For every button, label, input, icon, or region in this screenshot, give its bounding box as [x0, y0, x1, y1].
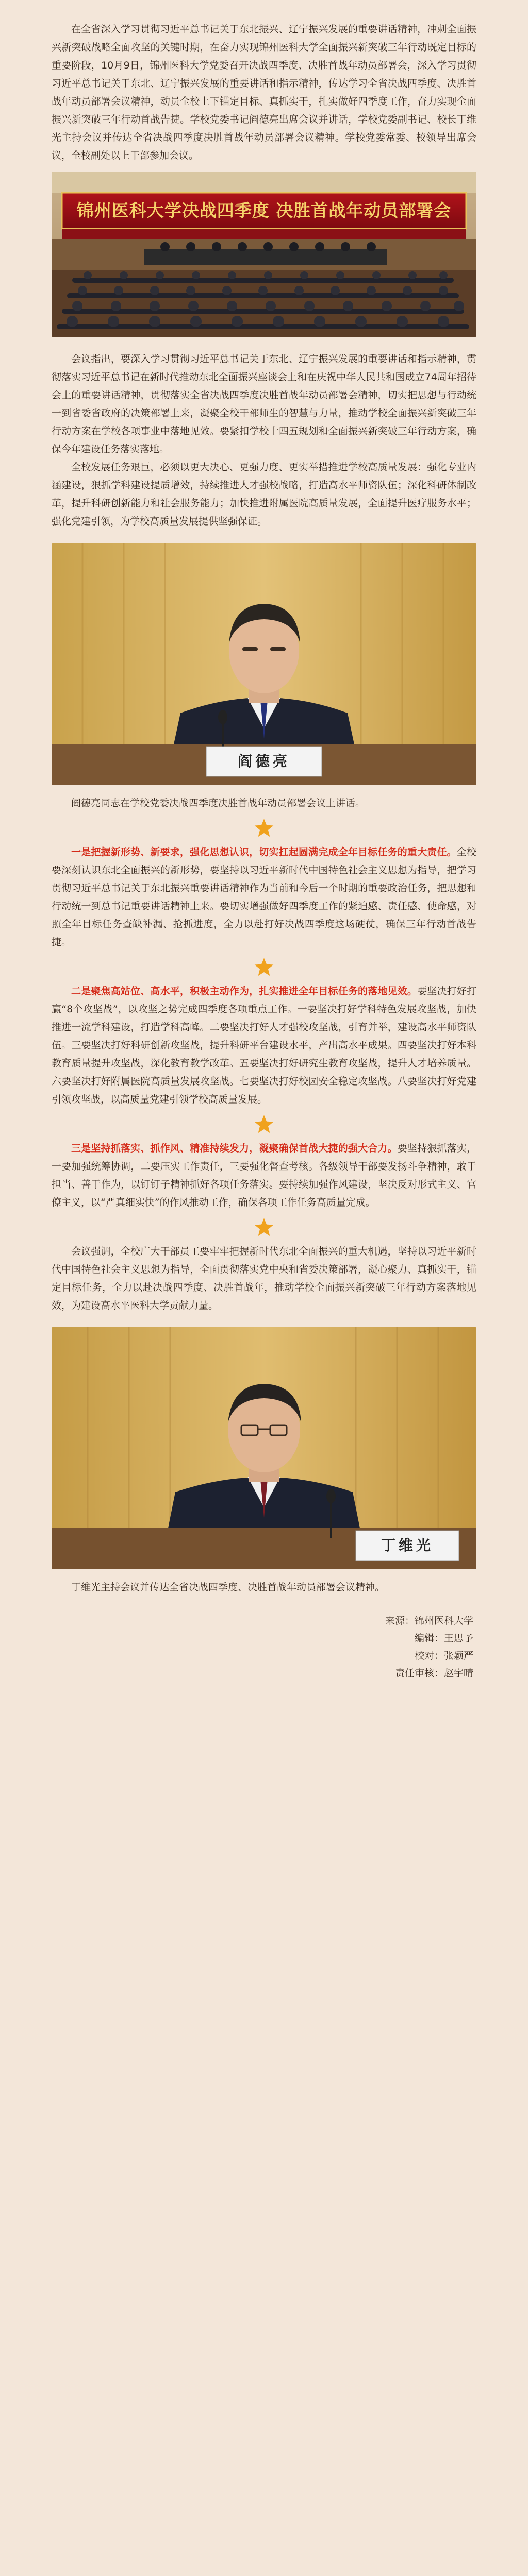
section-2-paragraph — [52, 982, 476, 1109]
footer-editor: 编辑：王思予 — [414, 1633, 473, 1644]
intro-paragraph-2: 会议指出，要深入学习贯彻习近平总书记关于东北、辽宁振兴发展的重要讲话和指示精神，贯彻落实习近平总书记在新时代推动东北全面振兴座谈会上和在庆祝中华人民共和国成立74周年招待会上的重要讲话精神，贯彻落实全省决战四季度决胜首战年动员部署会精神，切实把思想与行动统一到省委省政府的决策部署上来，凝聚全校干部师生的智慧与力量，推动学校全面振兴新突破三年行动方案在学校各项事业中落地见效。要紧扣学校十四五规划和全面振兴新突破三年行动方案，确保今年建设任务落实落地。 — [52, 353, 476, 455]
footer-proofreader: 校对：张颖严 — [414, 1650, 473, 1662]
star-divider-1 — [52, 812, 476, 843]
speaker-2-photo — [52, 1327, 476, 1569]
star-icon — [254, 1217, 274, 1238]
star-divider-4 — [52, 1212, 476, 1243]
speaker-2-caption: 丁维光主持会议并传达全省决战四季度、决胜首战年动员部署会议精神。 — [71, 1582, 385, 1593]
star-icon — [254, 818, 274, 838]
footer-reviewer: 责任审核：赵宇晴 — [394, 1668, 473, 1679]
star-icon — [254, 957, 274, 977]
speaker-1-caption: 阎德亮同志在学校党委决战四季度决胜首战年动员部署会议上讲话。 — [71, 798, 366, 809]
meeting-hall-photo — [52, 172, 476, 337]
meeting-banner-text: 锦州医科大学决战四季度 决胜首战年动员部署会 — [76, 200, 452, 221]
section-1-lead: 一是把握新形势、新要求，强化思想认识，切实扛起圆满完成全年目标任务的重大责任。 — [71, 846, 457, 858]
star-divider-3 — [52, 1109, 476, 1140]
section-2-lead: 二是聚焦高站位、高水平，积极主动作为，扎实推进全年目标任务的落地见效。 — [71, 986, 418, 997]
speaker-1-nameplate: 阎德亮 — [237, 753, 290, 770]
intro-paragraph-1: 在全省深入学习贯彻习近平总书记关于东北振兴、辽宁振兴发展的重要讲话精神，冲刺全面振兴新突破战略全面攻坚的关键时期，在奋力实现锦州医科大学全面振兴新突破三年行动既定目标的重要阶段，10月9日，锦州医科大学党委召开决战四季度、决胜首战年动员部署会，深入学习贯彻习近平总书记关于东北、辽宁振兴发展的重要讲话和指示精神，传达学习全省决战四季度、决胜首战年动员部署会议精神，动员全校上下锚定目标、真抓实干，扎实做好四季度工作，奋力实现全面振兴新突破三年行动首战告捷。学校党委书记阎德亮出席会议并讲话，学校党委副书记、校长丁维光主持会议并传达全省决战四季度决胜首战年动员部署会议精神。学校党委常委、校领导出席会议，全校副处以上干部参加会议。 — [52, 24, 476, 161]
section-1-body: 全校要深刻认识东北全面振兴的新形势，要坚持以习近平新时代中国特色社会主义思想为指导，把学习贯彻习近平总书记关于东北振兴重要讲话精神作为当前和今后一个时期的重要政治任务，把思想和行动统一到总书记重要讲话精神上来。要切实增强做好四季度工作的紧迫感、责任感、使命感，对照全年目标任务查缺补漏、抢抓进度，全力以赴打好决战四季度这场硬仗，确保三年行动首战告捷。 — [52, 846, 476, 948]
article-footer — [52, 1612, 476, 1682]
section-3-paragraph — [52, 1140, 476, 1212]
intro-paragraph-3: 全校发展任务艰巨，必须以更大决心、更强力度、更实举措推进学校高质量发展：强化专业内涵建设，狠抓学科建设提质增效，持续推进人才强校战略，打造高水平师资队伍；深化科研体制改革，提升科研创新能力和社会服务能力；加快推进附属医院高质量发展，全面提升医疗服务水平；强化党建引领，为学校高质量发展提供坚强保证。 — [52, 462, 476, 527]
article-column — [52, 21, 476, 1682]
meeting-hall-illustration — [52, 172, 476, 337]
speaker-1-photo — [52, 543, 476, 785]
closing-paragraph: 会议强调，全校广大干部员工要牢牢把握新时代东北全面振兴的重大机遇，坚持以习近平新时代中国特色社会主义思想为指导，全面贯彻落实党中央和省委决策部署，凝心聚力、真抓实干，锚定目标任务，全力以赴决战四季度、决胜首战年，推动学校全面振兴新突破三年行动方案落地见效，为建设高水平医科大学贡献力量。 — [52, 1246, 476, 1311]
star-icon — [254, 1114, 274, 1134]
section-3-body: 要坚持狠抓落实，一要加强统筹协调，二要压实工作责任，三要强化督查考核。各级领导干部要发扬斗争精神，敢于担当、善于作为，以钉钉子精神抓好各项任务落实。要持续加强作风建设，坚决反对形式主义、官僚主义，以“严真细实快”的作风推动工作，确保各项工作任务高质量完成。 — [52, 1143, 476, 1208]
section-2-body: 要坚决打好打赢“8个攻坚战”，以攻坚之势完成四季度各项重点工作。一要坚决打好学科特色发展攻坚战，加快推进一流学科建设，打造学科高峰。二要坚决打好人才强校攻坚战，引育并举，建设高水平师资队伍。三要坚决打好科研创新攻坚战，提升科研平台建设水平，产出高水平成果。四要坚决打好本科教育质量提升攻坚战，深化教育教学改革。五要坚决打好研究生教育攻坚战，提升人才培养质量。六要坚决打好附属医院高质量发展攻坚战。七要坚决打好校园安全稳定攻坚战。八要坚决打好党建引领攻坚战，以高质量党建引领学校高质量发展。 — [52, 986, 476, 1105]
section-3-lead: 三是坚持抓落实、抓作风、精准持续发力，凝聚确保首战大捷的强大合力。 — [71, 1143, 398, 1154]
footer-source: 来源：锦州医科大学 — [385, 1615, 473, 1626]
section-1-paragraph — [52, 843, 476, 952]
star-divider-2 — [52, 952, 476, 982]
speaker-2-nameplate: 丁维光 — [381, 1537, 434, 1554]
